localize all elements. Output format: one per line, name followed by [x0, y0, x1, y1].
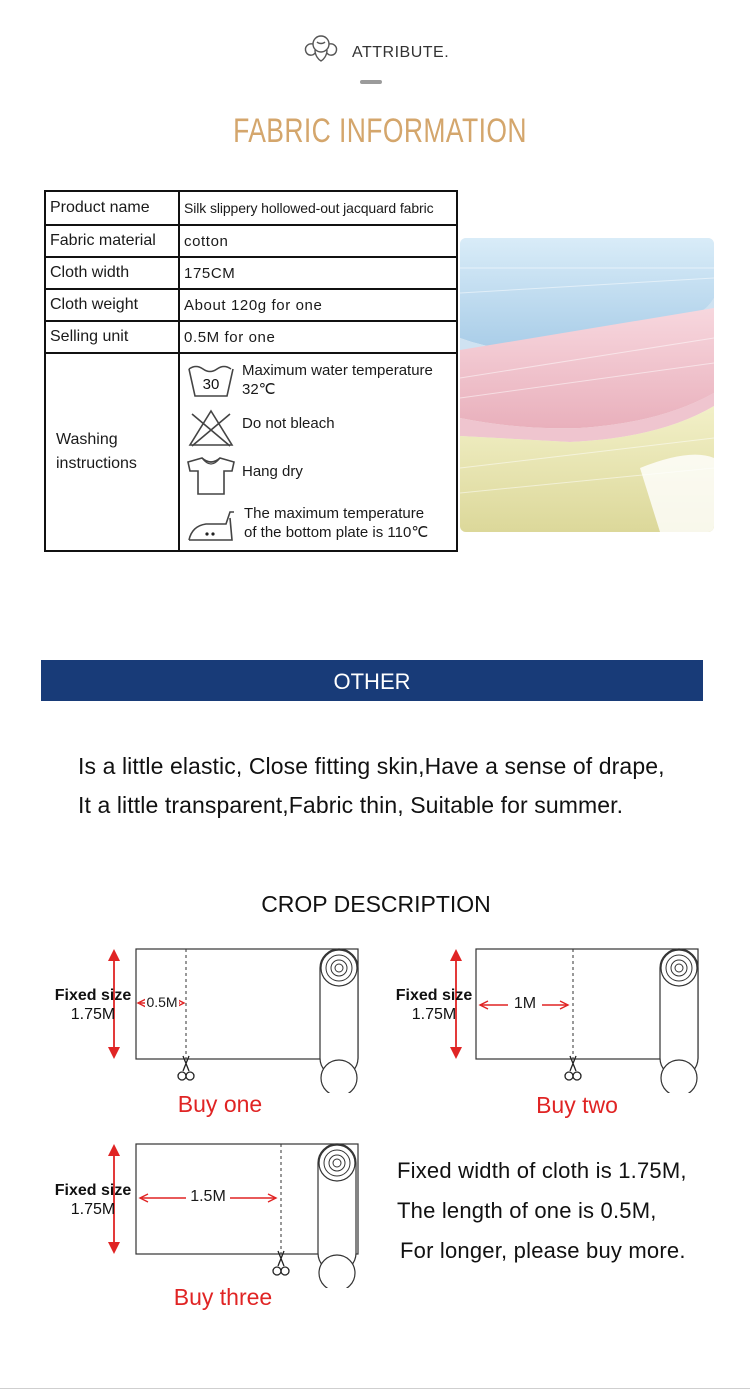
fabric-stack-photo — [460, 238, 714, 532]
wash-text-line1: Hang dry — [242, 463, 303, 480]
cut-length-label: 1M — [513, 995, 537, 1012]
washing-instructions — [179, 353, 457, 551]
hang-dry-icon — [186, 456, 236, 496]
table-row — [45, 191, 457, 225]
spec-value-cloth-width: 175CM — [179, 257, 457, 289]
header-divider — [360, 80, 382, 84]
fabric-description-line: Is a little elastic, Close fitting skin,Have a sense of drape, — [78, 753, 665, 779]
other-heading: OTHER — [333, 669, 411, 694]
wash-item — [184, 356, 454, 404]
cotton-flower-icon — [300, 30, 342, 64]
spec-label-selling-unit: Selling unit — [45, 321, 179, 353]
fixed-size-value: 1.75M — [70, 1006, 116, 1023]
fabric-spec-table — [44, 190, 458, 552]
spec-label-product-name: Product name — [45, 191, 179, 225]
attribute-label: ATTRIBUTE. — [352, 44, 450, 61]
wash-text-line1: The maximum temperature — [244, 505, 425, 522]
table-row — [45, 289, 457, 321]
fixed-size-value: 1.75M — [411, 1006, 457, 1023]
fixed-size-label: Fixed size — [54, 1182, 132, 1199]
table-row — [45, 257, 457, 289]
wash-text-line1: Do not bleach — [242, 415, 335, 432]
wash-temp-text: 30 — [202, 376, 220, 393]
wash-text-line1: Maximum water temperature — [242, 362, 433, 379]
table-row — [45, 321, 457, 353]
fixed-size-label: Fixed size — [395, 987, 473, 1004]
spec-label-cloth-weight: Cloth weight — [45, 289, 179, 321]
crop-diagram-buy-two — [390, 943, 710, 1123]
spec-value-cloth-weight: About 120g for one — [179, 289, 457, 321]
spec-label-fabric-material: Fabric material — [45, 225, 179, 257]
wash-text-line2: 32℃ — [242, 381, 276, 398]
crop-note: The length of one is 0.5M, — [397, 1198, 657, 1223]
wash-item — [184, 452, 454, 500]
table-row — [45, 353, 457, 551]
cut-length-label: 1.5M — [190, 1188, 226, 1205]
wash-item — [184, 404, 454, 452]
iron-icon — [186, 504, 236, 544]
crop-diagram-buy-three — [50, 1138, 370, 1318]
fabric-description-line: It a little transparent,Fabric thin, Suitable for summer. — [78, 792, 624, 818]
fixed-size-label: Fixed size — [54, 987, 132, 1004]
crop-diagram-buy-one — [50, 943, 370, 1123]
wash-tub-icon — [186, 360, 236, 400]
wash-item — [184, 500, 454, 548]
crop-description-title: CROP DESCRIPTION — [261, 891, 491, 917]
page-title: FABRIC INFORMATION — [233, 112, 527, 150]
fixed-size-value: 1.75M — [70, 1201, 116, 1218]
buy-one-label: Buy one — [177, 1091, 263, 1117]
wash-text-line2: of the bottom plate is 110℃ — [244, 524, 429, 541]
buy-three-label: Buy three — [173, 1284, 273, 1310]
table-row — [45, 225, 457, 257]
footer-divider — [0, 1388, 750, 1389]
buy-two-label: Buy two — [536, 1092, 618, 1118]
crop-note: For longer, please buy more. — [400, 1238, 686, 1263]
spec-label-cloth-width: Cloth width — [45, 257, 179, 289]
cut-length-label: 0.5M — [146, 994, 178, 1010]
spec-value-selling-unit: 0.5M for one — [179, 321, 457, 353]
spec-value-fabric-material: cotton — [179, 225, 457, 257]
spec-label-washing: Washing instructions — [45, 353, 179, 551]
crop-note: Fixed width of cloth is 1.75M, — [397, 1158, 687, 1183]
spec-value-product-name: Silk slippery hollowed-out jacquard fabric — [179, 191, 457, 225]
no-bleach-icon — [186, 408, 236, 448]
